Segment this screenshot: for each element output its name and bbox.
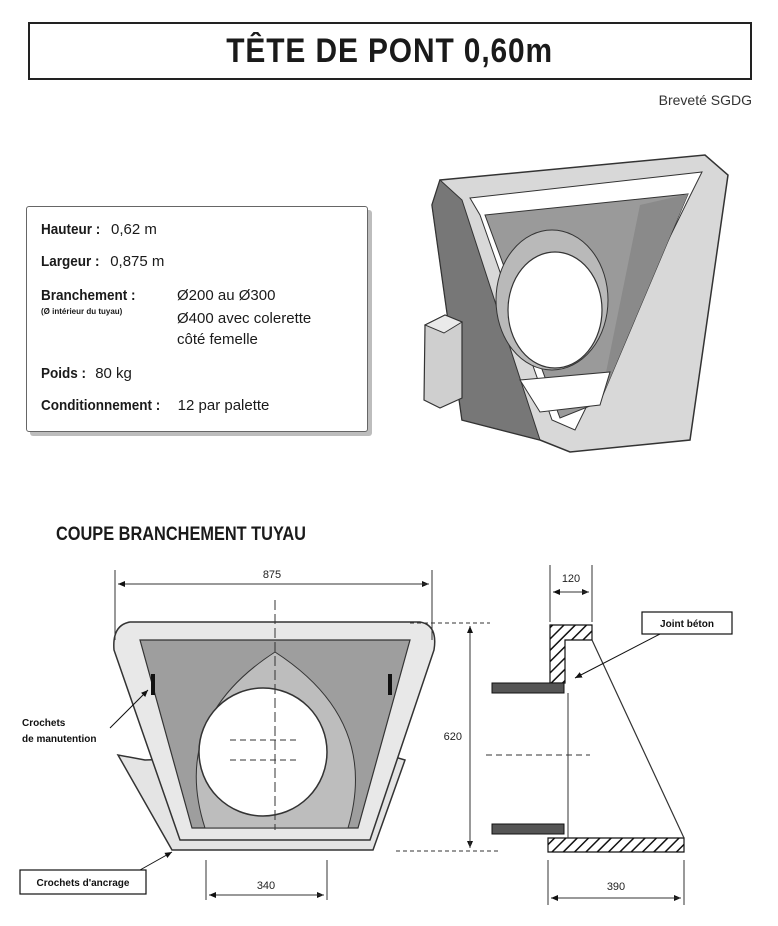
- dim-bottom-text: 390: [606, 881, 626, 893]
- spec-weight-label: Poids :: [41, 365, 87, 382]
- spec-weight-value: 80 kg: [95, 365, 132, 382]
- dim-top-text: 120: [561, 573, 581, 585]
- spec-pack-label: Conditionnement :: [41, 397, 161, 414]
- spec-width-value: 0,875 m: [110, 253, 165, 270]
- dim-height-text: 620: [443, 731, 462, 743]
- spec-branch-line1: Ø200 au Ø300: [177, 287, 276, 304]
- spec-branch-label: Branchement :: [41, 287, 136, 304]
- spec-height-value: 0,62 m: [111, 221, 157, 238]
- spec-branch-line2: Ø400 avec colerette: [177, 310, 312, 327]
- spec-width-label: Largeur :: [41, 253, 100, 270]
- label-joint-text: Joint béton: [660, 619, 714, 630]
- label-handling-hooks: [22, 690, 148, 745]
- section-title: COUPE BRANCHEMENT TUYAU: [56, 524, 306, 545]
- label-handling-text-2: de manutention: [22, 734, 97, 745]
- front-section: [114, 600, 435, 850]
- spec-pack-value: 12 par palette: [177, 397, 270, 414]
- spec-branch-line3: côté femelle: [177, 331, 258, 348]
- label-handling-text-1: Crochets: [22, 718, 66, 729]
- spec-branch-sub: (Ø intérieur du tuyau): [41, 307, 123, 316]
- patent-note: Breveté SGDG: [658, 92, 752, 108]
- dimension-base: [206, 860, 327, 900]
- dim-width-text: 875: [262, 569, 282, 581]
- page-title: TÊTE DE PONT 0,60m: [226, 31, 554, 70]
- spec-height-label: Hauteur :: [41, 221, 101, 238]
- iso-view: [424, 155, 728, 452]
- label-joint: [575, 612, 732, 678]
- label-anchor-text: Crochets d'ancrage: [36, 878, 130, 889]
- label-anchor-hooks: [20, 852, 172, 894]
- dim-base-text: 340: [256, 880, 276, 892]
